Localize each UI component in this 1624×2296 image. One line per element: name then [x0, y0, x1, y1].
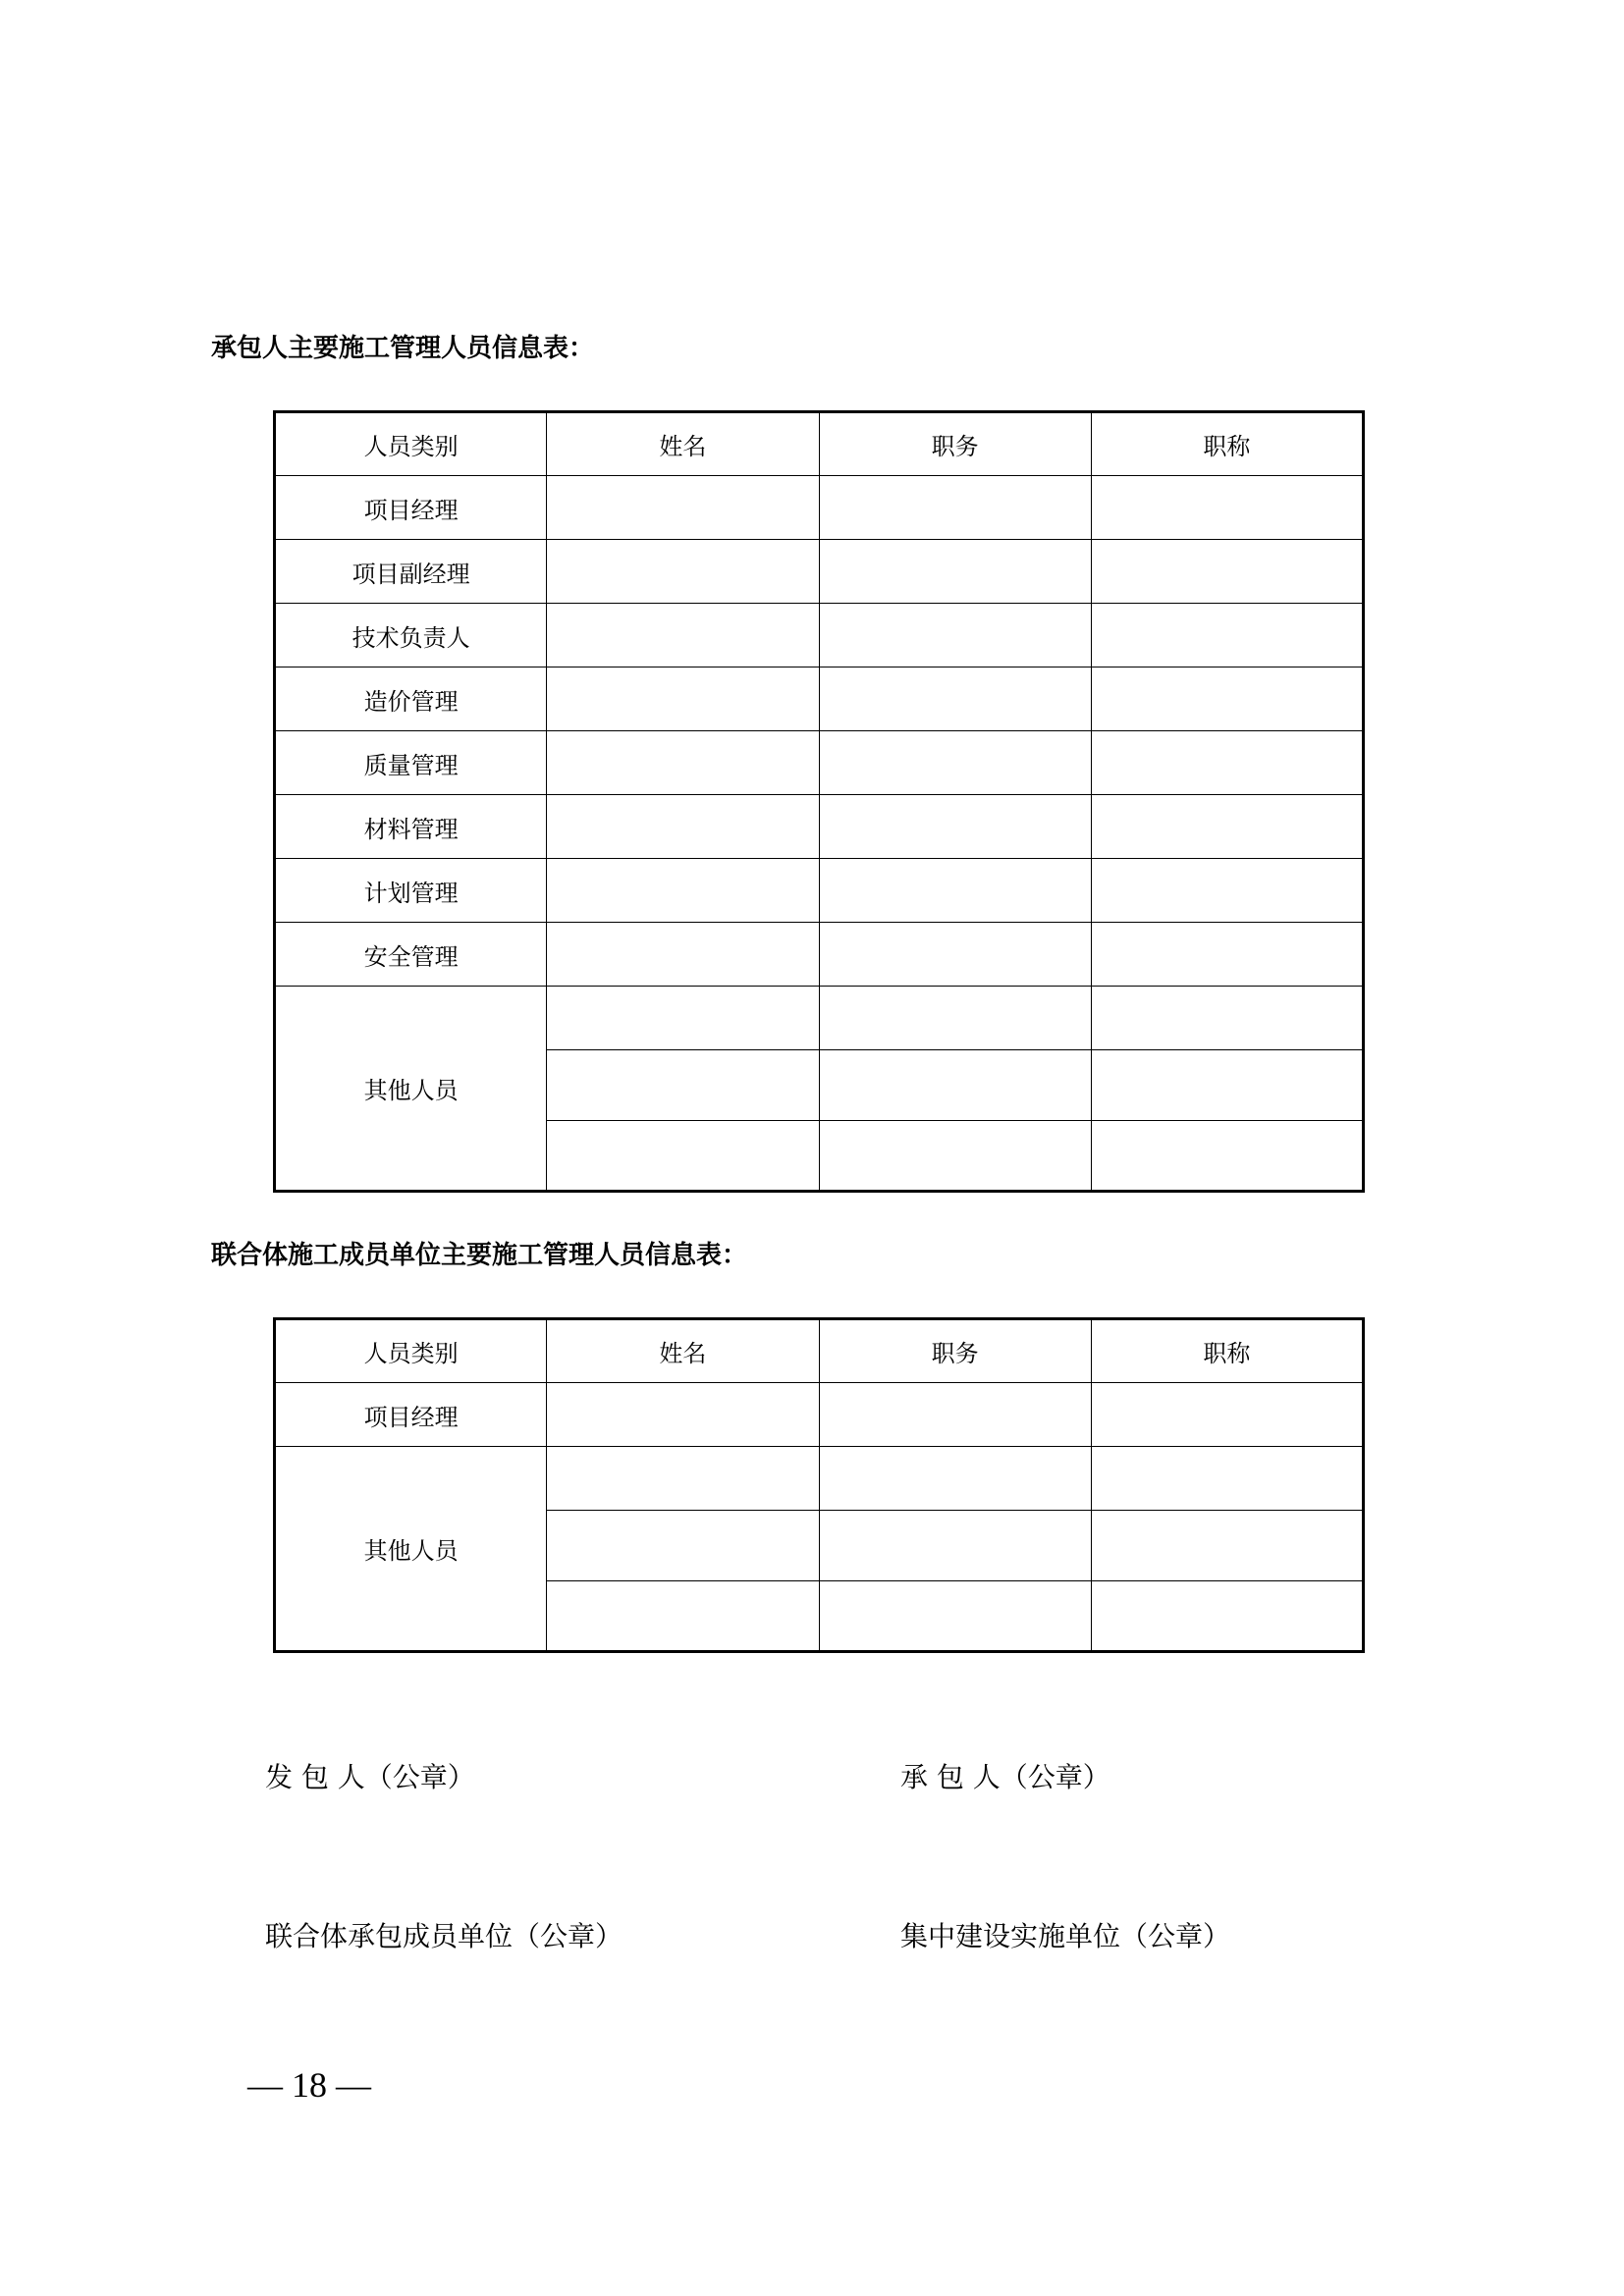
title-cell — [1091, 540, 1363, 604]
title-cell — [1091, 1447, 1363, 1511]
position-cell — [819, 1581, 1091, 1652]
name-cell — [547, 731, 819, 795]
name-cell — [547, 1447, 819, 1511]
page-number: — 18 — — [247, 2065, 371, 2105]
consortium-staff-table-title: 联合体施工成员单位主要施工管理人员信息表： — [211, 1241, 748, 1270]
table-row — [275, 1383, 1364, 1447]
header-title: 职称 — [1091, 1319, 1363, 1383]
row-category: 质量管理 — [275, 731, 547, 795]
position-cell — [819, 1383, 1091, 1447]
position-cell — [819, 1447, 1091, 1511]
header-category: 人员类别 — [275, 412, 547, 476]
position-cell — [819, 795, 1091, 859]
table-header-row — [275, 412, 1364, 476]
position-cell — [819, 604, 1091, 667]
row-category: 安全管理 — [275, 923, 547, 987]
title-cell — [1091, 1050, 1363, 1121]
contractor-seal-label: 承 包 人（公章） — [900, 1761, 1110, 1793]
table-row — [275, 667, 1364, 731]
title-cell — [1091, 859, 1363, 923]
position-cell — [819, 859, 1091, 923]
position-cell — [819, 731, 1091, 795]
name-cell — [547, 923, 819, 987]
title-cell — [1091, 1383, 1363, 1447]
position-cell — [819, 667, 1091, 731]
position-cell — [819, 540, 1091, 604]
position-cell — [819, 476, 1091, 540]
name-cell — [547, 795, 819, 859]
row-category: 项目副经理 — [275, 540, 547, 604]
header-name: 姓名 — [547, 412, 819, 476]
position-cell — [819, 923, 1091, 987]
others-category: 其他人员 — [275, 987, 547, 1192]
table-row — [275, 476, 1364, 540]
position-cell — [819, 1121, 1091, 1192]
contractor-staff-table-title: 承包人主要施工管理人员信息表： — [211, 334, 595, 363]
consortium-member-seal-label: 联合体承包成员单位（公章） — [265, 1920, 623, 1952]
name-cell — [547, 987, 819, 1050]
position-cell — [819, 1511, 1091, 1581]
row-category: 技术负责人 — [275, 604, 547, 667]
name-cell — [547, 1581, 819, 1652]
consortium-staff-table — [273, 1317, 1365, 1653]
title-cell — [1091, 1511, 1363, 1581]
title-cell — [1091, 923, 1363, 987]
header-title: 职称 — [1091, 412, 1363, 476]
title-cell — [1091, 795, 1363, 859]
name-cell — [547, 1383, 819, 1447]
name-cell — [547, 1050, 819, 1121]
row-category: 材料管理 — [275, 795, 547, 859]
title-cell — [1091, 731, 1363, 795]
title-cell — [1091, 667, 1363, 731]
position-cell — [819, 987, 1091, 1050]
row-category: 计划管理 — [275, 859, 547, 923]
header-position: 职务 — [819, 1319, 1091, 1383]
header-position: 职务 — [819, 412, 1091, 476]
table-row — [275, 540, 1364, 604]
header-category: 人员类别 — [275, 1319, 547, 1383]
name-cell — [547, 859, 819, 923]
name-cell — [547, 540, 819, 604]
header-name: 姓名 — [547, 1319, 819, 1383]
table-row — [275, 1447, 1364, 1511]
position-cell — [819, 1050, 1091, 1121]
row-category: 项目经理 — [275, 1383, 547, 1447]
name-cell — [547, 667, 819, 731]
others-category: 其他人员 — [275, 1447, 547, 1652]
table-header-row — [275, 1319, 1364, 1383]
table-row — [275, 923, 1364, 987]
name-cell — [547, 476, 819, 540]
title-cell — [1091, 1121, 1363, 1192]
title-cell — [1091, 1581, 1363, 1652]
table-row — [275, 859, 1364, 923]
title-cell — [1091, 604, 1363, 667]
table-row — [275, 604, 1364, 667]
implementer-seal-label: 集中建设实施单位（公章） — [900, 1920, 1231, 1952]
name-cell — [547, 1511, 819, 1581]
name-cell — [547, 1121, 819, 1192]
table-row — [275, 731, 1364, 795]
row-category: 项目经理 — [275, 476, 547, 540]
contractor-staff-table — [273, 410, 1365, 1193]
table-row — [275, 987, 1364, 1050]
row-category: 造价管理 — [275, 667, 547, 731]
table-row — [275, 795, 1364, 859]
employer-seal-label: 发 包 人（公章） — [265, 1761, 475, 1793]
name-cell — [547, 604, 819, 667]
title-cell — [1091, 987, 1363, 1050]
title-cell — [1091, 476, 1363, 540]
